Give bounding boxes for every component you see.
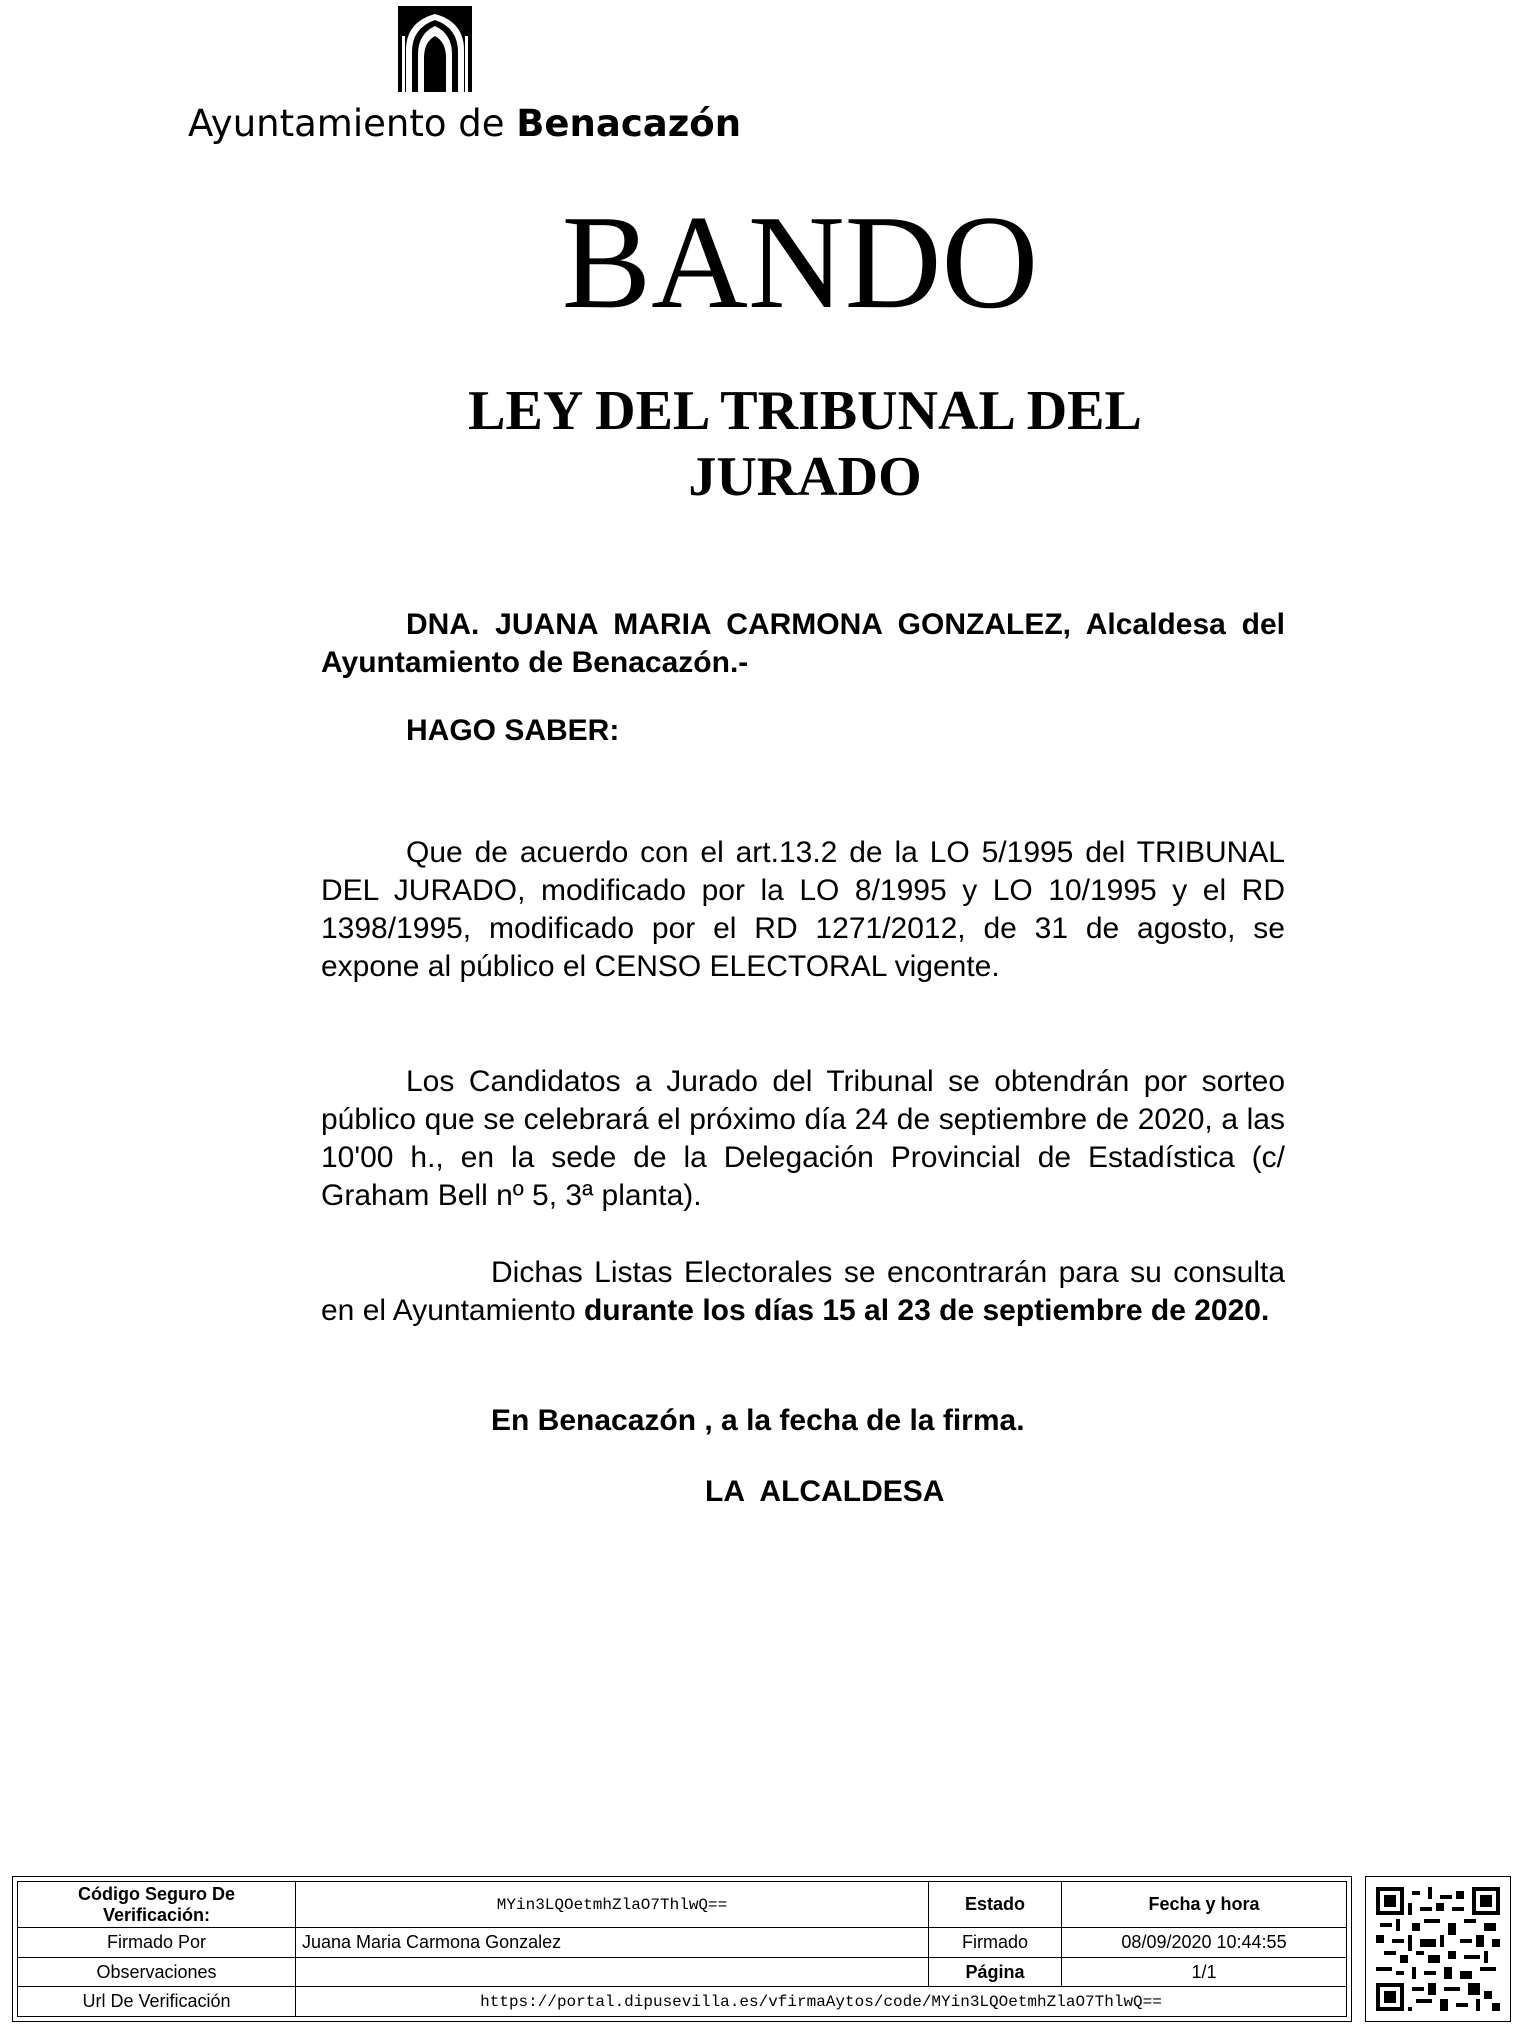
qr-code-icon: [1365, 1876, 1511, 2022]
fecha-label: Fecha y hora: [1062, 1882, 1347, 1928]
document-subtitle: [380, 378, 1230, 510]
logo-text-regular: Ayuntamiento de: [188, 102, 517, 145]
pagina-value: 1/1: [1062, 1957, 1347, 1987]
logo-text-bold: Benacazón: [516, 102, 742, 145]
place-date: En Benacazón , a la fecha de la firma.: [491, 1404, 1025, 1437]
csv-label: Código Seguro De Verificación:: [18, 1882, 296, 1928]
document-title: BANDO: [561, 188, 1039, 336]
paragraph-1: Que de acuerdo con el art.13.2 de la LO 5/1995 del TRIBUNAL DEL JURADO, modificado por la LO 8/1995 y LO 10/1995 y el RD 1398/1995, modificado por el RD 1271/2012, de 31 de agosto, se expone al público el CENSO ELECTORAL vigente.: [321, 836, 1285, 983]
paragraph-3-normal: Dichas Listas Electorales se encontrarán para su consulta en el Ayuntamiento: [321, 1256, 1285, 1327]
council-emblem-icon: [398, 6, 472, 92]
url-value[interactable]: https://portal.dipusevilla.es/vfirmaAytos/code/MYin3LQOetmhZlaO7ThlwQ==: [296, 1987, 1347, 2017]
observaciones-value: [296, 1957, 929, 1987]
council-logo-text: [188, 102, 741, 145]
hago-saber-heading: HAGO SABER:: [406, 714, 620, 747]
signature-title: LA ALCALDESA: [705, 1475, 945, 1508]
estado-label: Estado: [929, 1882, 1062, 1928]
verification-box: [12, 1876, 1352, 2022]
url-label: Url De Verificación: [18, 1987, 296, 2017]
csv-value: MYin3LQOetmhZlaO7ThlwQ==: [296, 1882, 929, 1928]
paragraph-3: [321, 1254, 1285, 1330]
estado-value: Firmado: [929, 1928, 1062, 1958]
fecha-value: 08/09/2020 10:44:55: [1062, 1928, 1347, 1958]
firmado-por-label: Firmado Por: [18, 1928, 296, 1958]
subtitle-line-1: LEY DEL TRIBUNAL DEL: [468, 380, 1142, 442]
pagina-label: Página: [929, 1957, 1062, 1987]
intro-paragraph: DNA. JUANA MARIA CARMONA GONZALEZ, Alcaldesa del Ayuntamiento de Benacazón.-: [321, 608, 1285, 679]
subtitle-line-2: JURADO: [688, 446, 922, 508]
paragraph-2: Los Candidatos a Jurado del Tribunal se obtendrán por sorteo público que se celebrará el próximo día 24 de septiembre de 2020, a las 10'00 h., en la sede de la Delegación Provincial de Estadística (c/ Graham Bell nº 5, 3ª planta).: [321, 1065, 1285, 1212]
firmado-por-value: Juana Maria Carmona Gonzalez: [296, 1928, 929, 1958]
paragraph-3-bold: durante los días 15 al 23 de septiembre de 2020.: [583, 1294, 1270, 1327]
observaciones-label: Observaciones: [18, 1957, 296, 1987]
verification-table: [17, 1881, 1347, 2017]
